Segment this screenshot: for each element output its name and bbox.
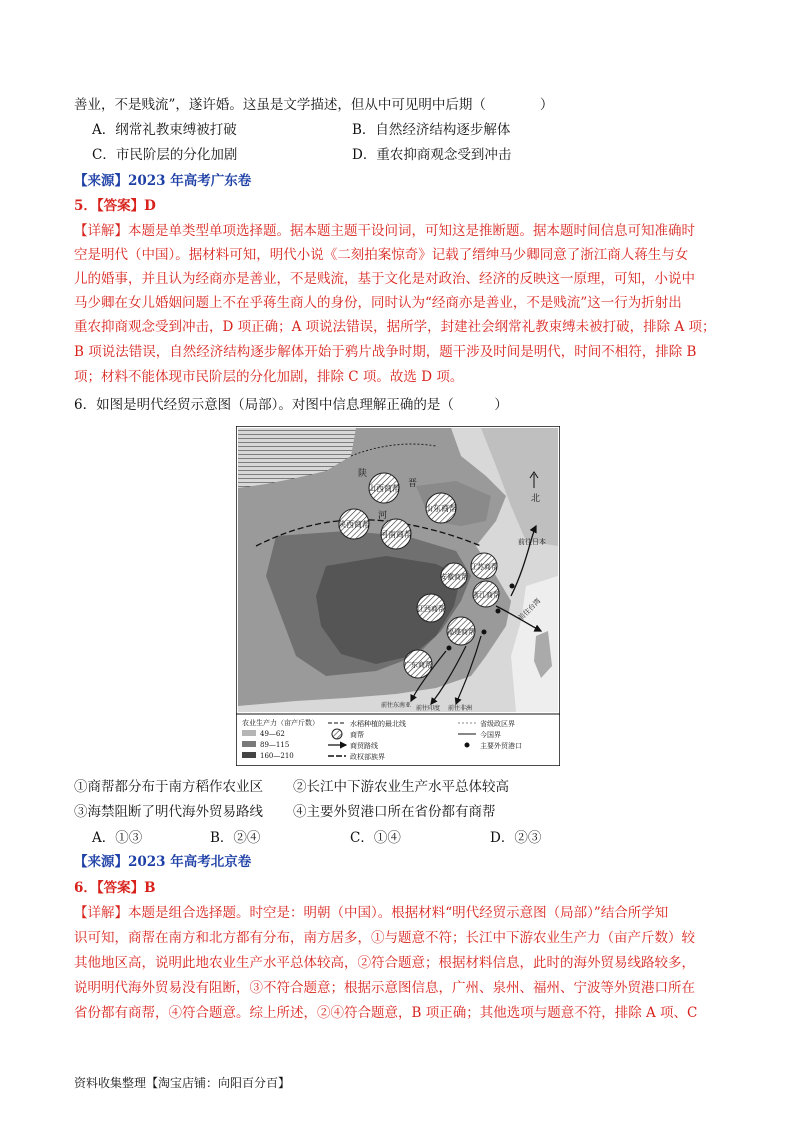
legend-level: 49—62 xyxy=(260,730,285,738)
page-footer: 资料收集整理【淘宝店铺：向阳百分百】 xyxy=(74,1076,291,1090)
q4-source: 【来源】2023 年高考广东卷 xyxy=(74,173,252,189)
legend-swatch xyxy=(242,730,256,736)
q4-stem-tail: 善业，不是贱流”，遂许婚。这虽是文学描述，但从中可见明中后期（ ） xyxy=(74,97,554,113)
q6-stem: 6．如图是明代经贸示意图（局部）。对图中信息理解正确的是（ ） xyxy=(74,397,508,413)
legend-level: 160—210 xyxy=(260,752,294,760)
legend-item: 省级政区界 xyxy=(480,720,515,728)
a5-line: 【详解】本题是单类型单项选择题。据本题主题干设问词，可知这是推断题。据本题时间信息可知准确时 xyxy=(74,223,695,239)
label-to-japan: 前往日本 xyxy=(518,538,546,546)
merchant-label: 广东商帮 xyxy=(404,661,432,669)
a6-line: 【详解】本题是组合选择题。时空是：明朝（中国）。根据材料“明代经贸示意图（局部）”结合所学知 xyxy=(74,905,669,921)
a5-line: 儿的婚事，并且认为经商亦是善业，不是贱流，基于文化是对政治、经济的反映这一原理，可知，小说中 xyxy=(74,271,695,287)
q6-source: 【来源】2023 年高考北京卷 xyxy=(74,854,252,870)
a5-answer: 5．【答案】D xyxy=(74,198,156,214)
a5-line: B 项说法错误，自然经济结构逐步解体开始于鸦片战争时期，题干涉及时间是明代，时间不相符，排除 B xyxy=(74,344,697,360)
port-marker xyxy=(496,609,501,614)
a6-answer: 6．【答案】B xyxy=(74,880,156,896)
merchant-label: 山东商帮 xyxy=(425,504,457,513)
legend-item: 商帮 xyxy=(350,731,364,739)
q4-option-d: D．重农抑商观念受到冲击 xyxy=(352,147,512,163)
q6-statement-2: ②长江中下游农业生产水平总体较高 xyxy=(293,779,509,795)
q4-option-b: B．自然经济结构逐步解体 xyxy=(352,122,511,138)
port-marker xyxy=(482,630,487,635)
a5-line: 项；材料不能体现市民阶层的分化加剧，排除 C 项。故选 D 项。 xyxy=(74,369,464,385)
a6-line: 说明明代海外贸易没有阻断，③不符合题意；根据示意图信息，广州、泉州、福州、宁波等外贸港口所在 xyxy=(74,980,695,996)
q6-statement-4: ④主要外贸港口所在省份都有商帮 xyxy=(293,804,496,820)
legend-port-icon xyxy=(465,743,470,748)
legend-item: 政权部族界 xyxy=(350,753,385,761)
legend-item: 今国界 xyxy=(480,731,501,739)
label-jin: 晋 xyxy=(408,479,418,489)
merchant-label: 浙江商帮 xyxy=(472,591,500,599)
q6-option-a: A．①③ xyxy=(92,830,143,846)
legend-level: 89—115 xyxy=(260,741,290,749)
a6-line: 省份都有商帮，④符合题意。综上所述，②④符合题意，B 项正确；其他选项与题意不符，排除 A 项、C xyxy=(74,1005,698,1021)
merchant-label: 江苏商帮 xyxy=(470,563,498,571)
q6-statement-1: ①商帮都分布于南方稻作农业区 xyxy=(74,779,263,795)
legend-item: 商贸路线 xyxy=(350,742,378,750)
a5-line: 重农抑商观念受到冲击，D 项正确；A 项说法错误，据所学，封建社会纲常礼教束缚未被打破，排除 A 项； xyxy=(74,319,716,335)
legend-merchant-icon xyxy=(332,729,342,739)
a6-line: 其他地区高，说明此地农业生产水平总体较高，②符合题意；根据材料信息，此时的海外贸易线路较多， xyxy=(74,955,695,971)
merchant-label: 山西商帮 xyxy=(368,484,400,493)
q6-statement-3: ③海禁阻断了明代海外贸易路线 xyxy=(74,804,263,820)
legend-swatch xyxy=(242,752,256,758)
a5-line: 马少卿在女儿婚姻问题上不在乎蒋生商人的身份，同时认为“经商亦是善业，不是贱流”这一行为折射出 xyxy=(74,295,682,311)
q6-option-b: B．②④ xyxy=(210,830,261,846)
a5-line: 空是明代（中国）。据材料可知，明代小说《二刻拍案惊奇》记载了缙绅马少卿同意了浙江商人蒋生与女 xyxy=(74,247,689,263)
port-marker xyxy=(510,584,515,589)
merchant-label: 福建商帮 xyxy=(447,628,475,636)
legend-swatch xyxy=(242,741,256,747)
map-regions xyxy=(238,428,558,712)
legend-item: 主要外贸港口 xyxy=(480,742,522,750)
port-marker xyxy=(447,646,452,651)
q6-option-c: C．①④ xyxy=(350,830,401,846)
route-label: 前往东南亚 xyxy=(381,702,412,709)
label-to-taiwan: 前往台湾 xyxy=(516,596,543,623)
route-label: 前往印度 xyxy=(416,705,441,712)
a6-line: 识可知，商帮在南方和北方都有分布，南方居多，①与题意不符；长江中下游农业生产力（亩产斤数）较 xyxy=(74,930,695,946)
merchant-label: 安徽商帮 xyxy=(440,573,468,581)
label-shaan: 陕 xyxy=(358,469,368,479)
label-north: 北 xyxy=(531,494,541,504)
merchant-label: 江西商帮 xyxy=(417,605,445,613)
ming-trade-map xyxy=(236,426,560,766)
q4-option-c: C．市民阶层的分化加剧 xyxy=(92,147,238,163)
route-label: 前往非洲 xyxy=(448,705,473,712)
legend-item: 水稻种植的最北线 xyxy=(350,720,406,728)
legend-title: 农业生产力（亩产斤数） xyxy=(242,719,319,727)
merchant-label: 河南商帮 xyxy=(380,530,412,539)
label-hebei: 河 xyxy=(378,511,388,521)
merchant-label: 陕西商帮 xyxy=(338,520,370,529)
q6-option-d: D．②③ xyxy=(490,830,542,846)
q4-option-a: A．纲常礼教束缚被打破 xyxy=(92,122,237,138)
